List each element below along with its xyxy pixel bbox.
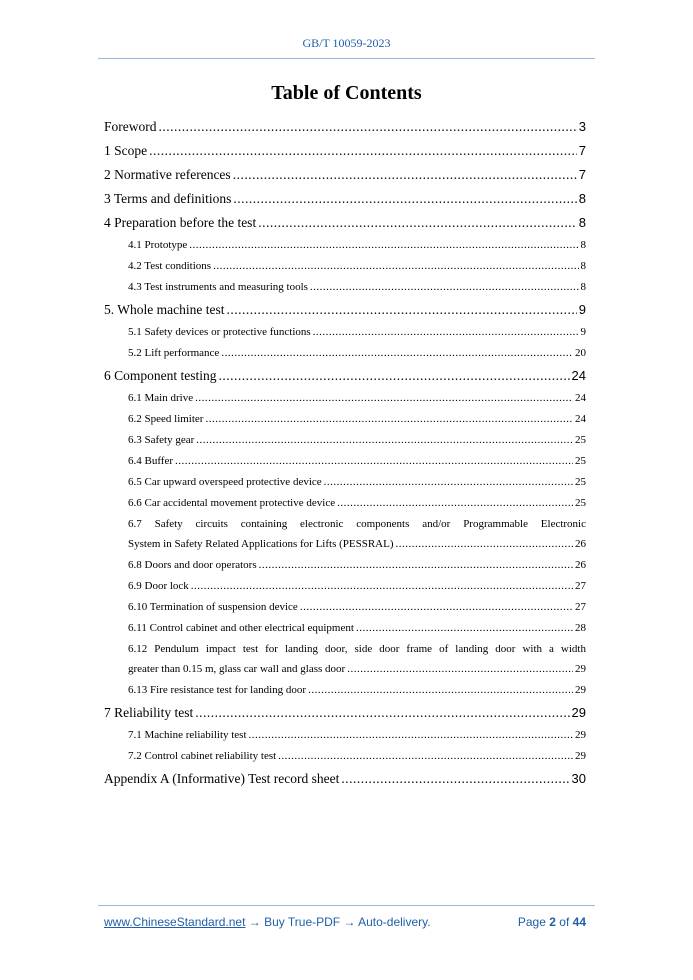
leader-dots [324, 472, 573, 493]
toc-entry-label: 4.2 Test conditions [128, 260, 212, 272]
leader-dots [258, 211, 577, 235]
toc-page-number: 8 [580, 281, 586, 293]
leader-dots [341, 767, 569, 791]
site-link[interactable]: www.ChineseStandard.net [104, 915, 246, 929]
toc-chapter[interactable] [104, 364, 586, 388]
leader-dots [300, 597, 573, 618]
toc-chapter[interactable] [104, 701, 586, 725]
toc-chapter[interactable] [104, 115, 586, 139]
toc-entry-label: 2 Normative references [104, 167, 231, 182]
toc-page-number: 25 [575, 455, 586, 467]
leader-dots [337, 493, 573, 514]
toc-entry-label: 6.12 Pendulum impact test for landing door, side door frame of landing door with a width [128, 643, 586, 655]
toc-entry-label: 4.3 Test instruments and measuring tools [128, 281, 308, 293]
toc-page-number: 27 [575, 601, 586, 613]
leader-dots [308, 680, 573, 701]
toc-entry-label: 6.6 Car accidental movement protective device [128, 497, 336, 509]
toc-entry-label: Foreword [104, 119, 157, 134]
toc-entry[interactable] [104, 514, 586, 555]
toc-page-number: 8 [578, 191, 586, 206]
toc-entry-label: 5. Whole machine test [104, 302, 225, 317]
leader-dots [313, 322, 579, 343]
toc-page-number: 8 [580, 239, 586, 251]
toc-section[interactable] [104, 472, 586, 493]
current-page: 2 [549, 915, 556, 929]
toc-page-number: 29 [575, 684, 586, 696]
toc-section[interactable] [104, 451, 586, 472]
leader-dots [149, 139, 577, 163]
leader-dots [347, 659, 573, 680]
toc-section[interactable] [104, 725, 586, 746]
toc-entry-label: 6.5 Car upward overspeed protective device [128, 476, 322, 488]
toc-entry-label: 6 Component testing [104, 368, 217, 383]
leader-dots [195, 701, 569, 725]
toc-chapter[interactable] [104, 187, 586, 211]
toc-entry-label: 4 Preparation before the test [104, 215, 257, 230]
toc-section[interactable] [104, 343, 586, 364]
leader-dots [196, 430, 573, 451]
toc-entry-label: 3 Terms and definitions [104, 191, 232, 206]
leader-dots [233, 163, 577, 187]
toc-page-number: 25 [575, 476, 586, 488]
leader-dots [310, 277, 579, 298]
page-footer [104, 915, 586, 929]
toc-entry-label: 6.11 Control cabinet and other electrical equipment [128, 622, 354, 634]
toc-page-number: 20 [575, 347, 586, 359]
toc-section[interactable] [104, 576, 586, 597]
page-title: Table of Contents [271, 82, 422, 104]
toc-entry-label: 5.1 Safety devices or protective functions [128, 326, 311, 338]
toc-section[interactable] [104, 409, 586, 430]
toc-entry-label: 4.1 Prototype [128, 239, 188, 251]
table-of-contents [104, 115, 586, 791]
leader-dots [191, 576, 573, 597]
toc-page-number: 8 [578, 215, 586, 230]
total-pages: 44 [572, 915, 586, 929]
toc-entry-label: 6.7 Safety circuits containing electronic components and/or Programmable Electronic [128, 518, 586, 530]
toc-page-number: 28 [575, 622, 586, 634]
toc-entry-label: 6.2 Speed limiter [128, 413, 204, 425]
toc-page-number: 7 [578, 143, 586, 158]
toc-page-number: 29 [575, 750, 586, 762]
leader-dots [213, 256, 578, 277]
leader-dots [221, 343, 573, 364]
toc-entry-label: 6.1 Main drive [128, 392, 194, 404]
toc-entry-label: 1 Scope [104, 143, 148, 158]
toc-section[interactable] [104, 555, 586, 576]
leader-dots [226, 298, 576, 322]
page-indicator: Page 2 of 44 [517, 915, 586, 929]
leader-dots [259, 555, 573, 576]
leader-dots [159, 115, 577, 139]
toc-page-number: 25 [575, 434, 586, 446]
toc-chapter[interactable] [104, 139, 586, 163]
toc-entry-label: 7.2 Control cabinet reliability test [128, 750, 277, 762]
toc-chapter[interactable] [104, 211, 586, 235]
toc-page-number: 8 [580, 260, 586, 272]
promo-text: → Buy True-PDF → Auto-delivery. [245, 915, 431, 929]
toc-section[interactable] [104, 430, 586, 451]
toc-page-number: 29 [571, 705, 586, 720]
leader-dots [195, 388, 573, 409]
page-header: GB/T 10059-2023 [302, 36, 391, 50]
toc-section[interactable] [104, 388, 586, 409]
leader-dots [396, 534, 573, 555]
toc-chapter[interactable] [104, 767, 586, 791]
toc-page-number: 9 [578, 302, 586, 317]
toc-section[interactable] [104, 680, 586, 701]
toc-page-number: 29 [575, 729, 586, 741]
header-divider [98, 58, 595, 59]
leader-dots [175, 451, 573, 472]
leader-dots [205, 409, 573, 430]
leader-dots [356, 618, 573, 639]
toc-section[interactable] [104, 746, 586, 767]
toc-entry-label: 6.8 Doors and door operators [128, 559, 257, 571]
toc-page-number: 7 [578, 167, 586, 182]
toc-page-number: 27 [575, 580, 586, 592]
toc-section[interactable] [104, 597, 586, 618]
toc-section[interactable] [104, 322, 586, 343]
toc-section[interactable] [104, 277, 586, 298]
toc-page-number: 9 [580, 326, 586, 338]
toc-chapter[interactable] [104, 298, 586, 322]
toc-entry-label-cont: System in Safety Related Applications for Lifts (PESSRAL) [128, 538, 394, 550]
toc-page-number: 30 [571, 771, 586, 786]
toc-chapter[interactable] [104, 163, 586, 187]
toc-section[interactable] [104, 493, 586, 514]
leader-dots [278, 746, 573, 767]
leader-dots [219, 364, 570, 388]
toc-page-number: 24 [571, 368, 586, 383]
toc-entry-label: Appendix A (Informative) Test record sheet [104, 771, 340, 786]
toc-entry-label: 6.13 Fire resistance test for landing door [128, 684, 307, 696]
toc-entry-label: 7 Reliability test [104, 705, 194, 720]
toc-entry-label: 6.4 Buffer [128, 455, 174, 467]
toc-entry-label: 7.1 Machine reliability test [128, 729, 247, 741]
toc-section[interactable] [104, 235, 586, 256]
toc-entry-label: 6.10 Termination of suspension device [128, 601, 298, 613]
leader-dots [233, 187, 576, 211]
toc-entry[interactable] [104, 639, 586, 680]
toc-entry-label: 6.9 Door lock [128, 580, 189, 592]
toc-section[interactable] [104, 256, 586, 277]
toc-entry-label: 5.2 Lift performance [128, 347, 220, 359]
toc-entry-label: 6.3 Safety gear [128, 434, 195, 446]
toc-page-number: 24 [575, 392, 586, 404]
footer-promo [104, 915, 431, 929]
leader-dots [189, 235, 578, 256]
toc-entry-label-cont: greater than 0.15 m, glass car wall and glass door [128, 663, 346, 675]
toc-page-number: 26 [575, 538, 586, 550]
toc-page-number: 25 [575, 497, 586, 509]
toc-page-number: 24 [575, 413, 586, 425]
toc-page-number: 3 [578, 119, 586, 134]
toc-section[interactable] [104, 618, 586, 639]
leader-dots [249, 725, 573, 746]
toc-page-number: 29 [575, 663, 586, 675]
toc-page-number: 26 [575, 559, 586, 571]
footer-divider [98, 905, 595, 906]
